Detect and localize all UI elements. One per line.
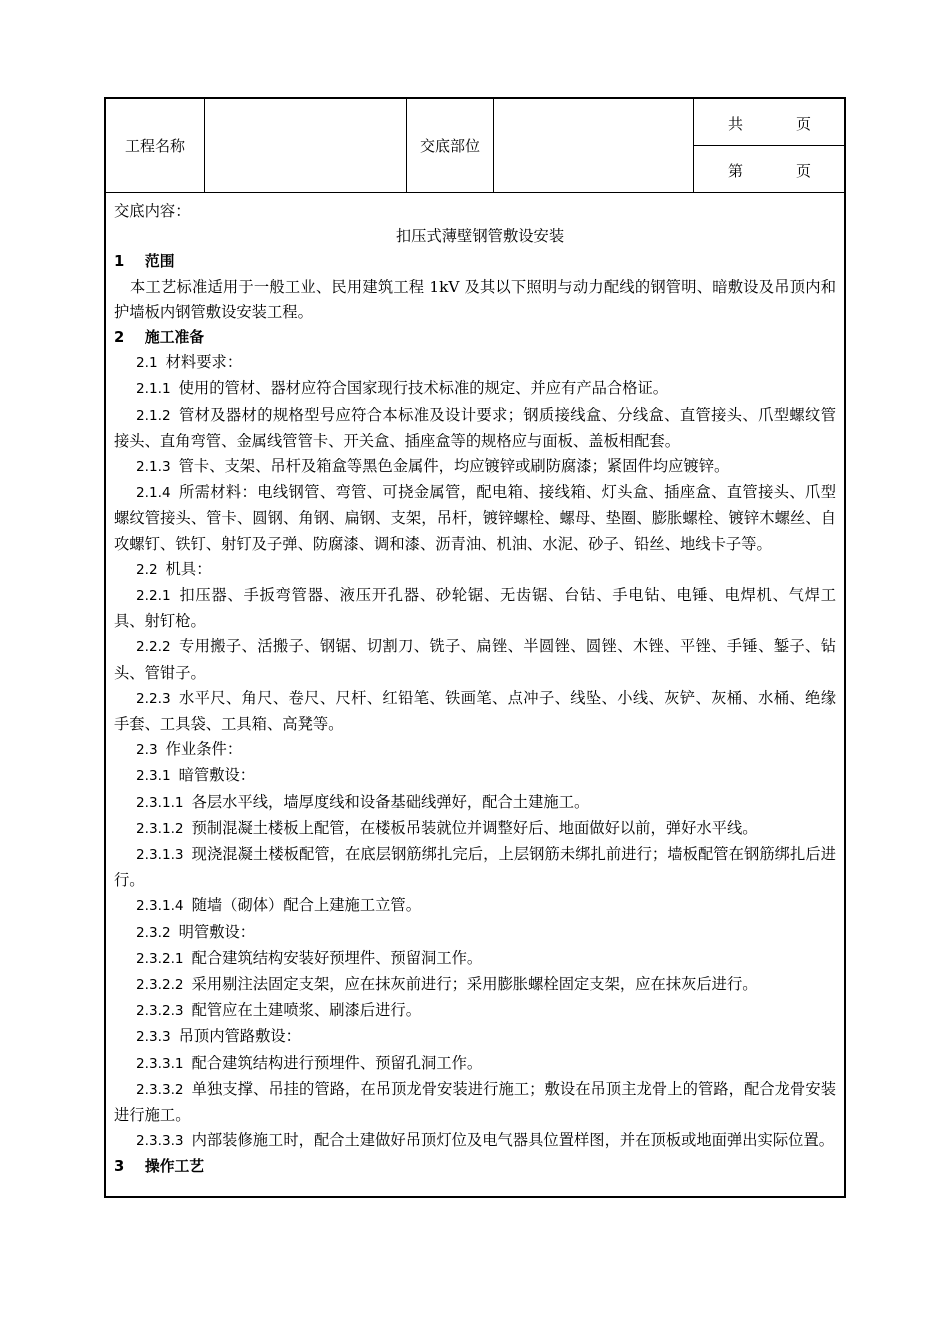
item-text: 配合建筑结构安装好预埋件、预留洞工作。 [191, 948, 483, 967]
list-item [114, 998, 836, 1024]
item-text: 作业条件： [165, 740, 243, 759]
item-text: 管卡、支架、吊杆及箱盒等黑色金属件，均应镀锌或刷防腐漆；紧固件均应镀锌。 [178, 456, 730, 475]
item-number: 2.3.2.1 [136, 950, 184, 967]
item-text: 单独支撑、吊挂的管路，在吊顶龙骨安装进行施工；敷设在吊顶主龙骨上的管路，配合龙骨安装进行施工。 [114, 1079, 836, 1125]
item-number: 2.3.3.2 [136, 1081, 184, 1098]
section-1-heading [114, 249, 836, 274]
list-item [114, 1024, 836, 1050]
item-number: 2.1 [136, 355, 158, 372]
item-number: 2.3.2.3 [136, 1003, 184, 1020]
item-text: 配管应在土建喷浆、刷漆后进行。 [191, 1001, 422, 1020]
item-number: 2.1.2 [136, 407, 171, 424]
list-item [114, 583, 836, 634]
handover-part-label: 交底部位 [407, 99, 494, 192]
item-text: 所需材料：电线钢管、弯管、可挠金属管，配电箱、接线箱、灯头盒、插座盒、直管接头、爪型螺纹管接头、管卡、圆钢、角钢、扁钢、支架，吊杆，镀锌螺栓、螺母、垫圈、膨胀螺栓、镀锌木螺丝、自攻螺钉、铁钉、射钉及子弹、防腐漆、调和漆、沥青油、机油、水泥、砂子、铅丝、地线卡子等。 [114, 483, 836, 553]
item-text: 采用剔注法固定支架，应在抹灰前进行；采用膨胀螺栓固定支架，应在抹灰后进行。 [191, 975, 758, 994]
list-item [114, 634, 836, 685]
item-text: 现浇混凝土楼板配管，在底层钢筋绑扎完后，上层钢筋未绑扎前进行；墙板配管在钢筋绑扎后进行。 [114, 845, 836, 890]
section-2-title: 施工准备 [144, 328, 205, 346]
list-item [114, 686, 836, 737]
list-item [114, 972, 836, 998]
list-item [114, 1128, 836, 1154]
item-number: 2.3 [136, 742, 158, 759]
section-2-heading [114, 325, 836, 350]
item-number: 2.3.1 [136, 768, 171, 785]
item-text: 管材及器材的规格型号应符合本标准及设计要求；钢质接线盒、分线盒、直管接头、爪型螺纹管接头、直角弯管、金属线管管卡、开关盒、插座盒等的规格应与面板、盖板相配套。 [114, 405, 836, 450]
intro-label: 交底内容： [114, 202, 191, 220]
section-1-text: 本工艺标准适用于一般工业、民用建筑工程 1kV 及其以下照明与动力配线的钢管明、暗敷设及吊顶内和护墙板内钢管敷设安装工程。 [114, 277, 836, 321]
item-text: 配合建筑结构进行预埋件、预留孔洞工作。 [191, 1053, 483, 1072]
section-3-number: 3 [114, 1158, 125, 1176]
list-item [114, 1051, 836, 1077]
item-text: 材料要求： [165, 353, 243, 372]
section-2-number: 2 [114, 328, 125, 346]
item-text: 吊顶内管路敷设： [178, 1027, 301, 1046]
list-item [114, 763, 836, 789]
item-text: 预制混凝土楼板上配管，在楼板吊装就位并调整好后、地面做好以前，弹好水平线。 [191, 818, 758, 837]
item-number: 2.2.2 [136, 639, 171, 656]
item-text: 暗管敷设： [178, 766, 256, 785]
section-1-number: 1 [114, 253, 125, 271]
document-title: 扣压式薄壁钢管敷设安装 [395, 227, 565, 246]
total-pages-label-a: 共 [728, 115, 744, 133]
project-name-label: 工程名称 [106, 99, 205, 192]
handover-content [106, 193, 844, 1180]
item-number: 2.3.3.1 [136, 1055, 184, 1072]
item-number: 2.3.3.3 [136, 1133, 184, 1150]
list-item [114, 480, 836, 557]
page-number-cell [694, 146, 846, 193]
item-text: 机具： [165, 559, 212, 578]
list-item [114, 376, 836, 402]
item-text: 内部装修施工时，配合土建做好吊顶灯位及电气器具位置样图，并在顶板或地面弹出实际位置。 [191, 1131, 835, 1150]
list-item [114, 816, 836, 842]
list-item [114, 737, 836, 763]
page-label-b: 页 [796, 162, 812, 180]
item-text: 水平尺、角尺、卷尺、尺杆、红铅笔、铁画笔、点冲子、线坠、小线、灰铲、灰桶、水桶、绝缘手套、工具袋、工具箱、高凳等。 [114, 688, 836, 733]
item-text: 明管敷设： [178, 922, 256, 941]
item-text: 扣压器、手扳弯管器、液压开孔器、砂轮锯、无齿锯、台钻、手电钻、电锤、电焊机、气焊工具、射钉枪。 [114, 585, 836, 631]
list-item [114, 893, 836, 919]
item-number: 2.1.4 [136, 485, 171, 502]
list-item [114, 557, 836, 583]
item-text: 各层水平线，墙厚度线和设备基础线弹好，配合土建施工。 [191, 792, 590, 811]
item-number: 2.3.1.4 [136, 898, 184, 915]
item-number: 2.3.1.1 [136, 794, 184, 811]
total-pages-label-b: 页 [796, 115, 812, 133]
item-number: 2.2 [136, 561, 158, 578]
item-number: 2.3.1.3 [136, 847, 184, 864]
list-item [114, 946, 836, 972]
list-item [114, 350, 836, 376]
item-number: 2.3.2.2 [136, 977, 184, 994]
item-number: 2.1.1 [136, 381, 171, 398]
list-item [114, 920, 836, 946]
list-item [114, 1077, 836, 1128]
list-item [114, 842, 836, 893]
section-3-title: 操作工艺 [144, 1158, 205, 1176]
item-number: 2.2.1 [136, 587, 171, 604]
item-number: 2.1.3 [136, 458, 171, 475]
handover-sheet [104, 97, 846, 1198]
item-text: 使用的管材、器材应符合国家现行技术标准的规定、并应有产品合格证。 [178, 379, 669, 398]
section-3-heading [114, 1154, 836, 1179]
total-pages-cell [694, 99, 846, 146]
handover-part-value[interactable] [494, 99, 694, 192]
list-item [114, 454, 836, 480]
list-item [114, 790, 836, 816]
item-text: 随墙（砌体）配合上建施工立管。 [191, 896, 422, 915]
project-name-value[interactable] [205, 99, 407, 192]
page-info [694, 99, 846, 192]
item-number: 2.3.3 [136, 1029, 171, 1046]
item-text: 专用搬子、活搬子、钢锯、切割刀、铣子、扁锉、半圆锉、圆锉、木锉、平锉、手锤、錾子、钻头、管钳子。 [114, 637, 836, 682]
item-number: 2.3.2 [136, 924, 171, 941]
item-number: 2.3.1.2 [136, 820, 184, 837]
page-label-a: 第 [728, 162, 744, 180]
section-1-title: 范围 [144, 253, 175, 271]
item-number: 2.2.3 [136, 690, 171, 707]
section-2-items [114, 350, 836, 1154]
list-item [114, 403, 836, 454]
header-row [106, 99, 844, 193]
